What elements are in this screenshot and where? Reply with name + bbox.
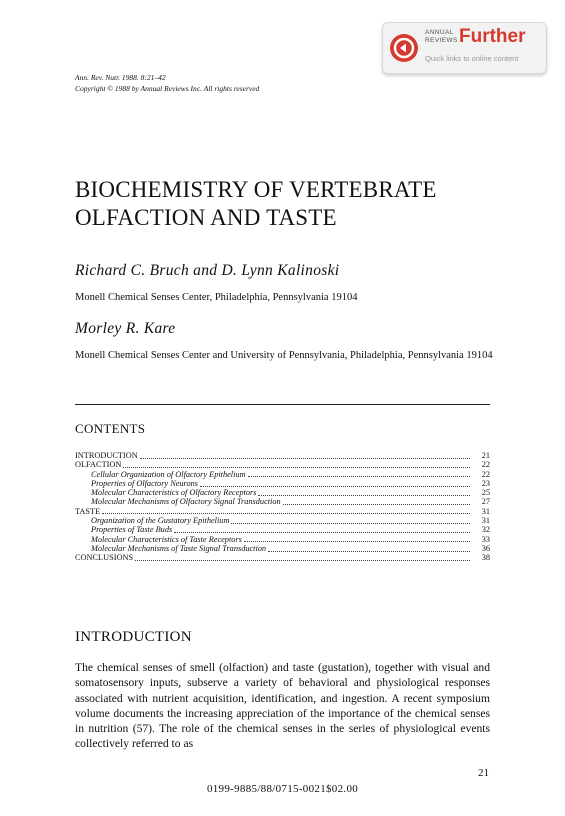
- author-affiliation: Monell Chemical Senses Center, Philadelphia, Pennsylvania 19104: [75, 292, 358, 303]
- toc-entry[interactable]: CONCLUSIONS 38: [75, 553, 490, 563]
- toc-subentry[interactable]: Molecular Characteristics of Taste Receptors 33: [91, 534, 490, 544]
- toc-entry[interactable]: TASTE 31: [75, 506, 490, 516]
- section-divider: [75, 404, 490, 405]
- toc-subentry[interactable]: Molecular Mechanisms of Olfactory Signal Transduction 27: [91, 497, 490, 507]
- author-names: Richard C. Bruch and D. Lynn Kalinoski: [75, 262, 340, 279]
- toc-subentry[interactable]: Organization of the Gustatory Epithelium 31: [91, 516, 490, 526]
- toc-subentry[interactable]: Molecular Mechanisms of Taste Signal Transduction 36: [91, 543, 490, 553]
- page-number: 21: [478, 767, 489, 779]
- copyright-line: Copyright © 1988 by Annual Reviews Inc. All rights reserved: [75, 84, 260, 93]
- contents-heading: CONTENTS: [75, 421, 146, 436]
- introduction-heading: INTRODUCTION: [75, 629, 192, 645]
- further-arrow-icon: [390, 34, 418, 62]
- toc-entry[interactable]: OLFACTION 22: [75, 460, 490, 470]
- further-wordmark: Further: [459, 26, 526, 47]
- author-affiliation: Monell Chemical Senses Center and University of Pennsylvania, Philadelphia, Pennsylvania 19104: [75, 350, 493, 361]
- toc-subentry[interactable]: Properties of Taste Buds 32: [91, 525, 490, 535]
- further-badge[interactable]: [382, 22, 547, 74]
- toc-entry[interactable]: INTRODUCTION 21: [75, 451, 490, 460]
- toc-subentry[interactable]: Molecular Characteristics of Olfactory Receptors 25: [91, 488, 490, 498]
- journal-citation: [75, 72, 259, 94]
- issn-code: 0199-9885/88/0715-0021$02.00: [206, 783, 359, 795]
- citation-line: Ann. Rev. Nutr. 1988. 8:21–42: [75, 73, 166, 82]
- table-of-contents: [75, 451, 490, 563]
- introduction-paragraph: The chemical senses of smell (olfaction) and taste (gustation), together with visual and somatosensory inputs, subserve a variety of behavioral and physiological responses associated with nutrient acquisition, identification, and ingestion. A recent symposium volume documents the increasing appreciation of the importance of the chemical senses in nutrition (57). The role of the chemical senses in the series of physiological events collectively referred to as: [75, 661, 490, 751]
- toc-subentry[interactable]: Properties of Olfactory Neurons 23: [91, 478, 490, 488]
- annual-reviews-label: ANNUAL REVIEWS: [425, 29, 458, 44]
- article-title: BIOCHEMISTRY OF VERTEBRATE OLFACTION AND TASTE: [75, 177, 437, 230]
- toc-subentry[interactable]: Cellular Organization of Olfactory Epithelium 22: [91, 469, 490, 479]
- further-tagline: Quick links to online content: [425, 54, 519, 63]
- author-names: Morley R. Kare: [75, 320, 176, 337]
